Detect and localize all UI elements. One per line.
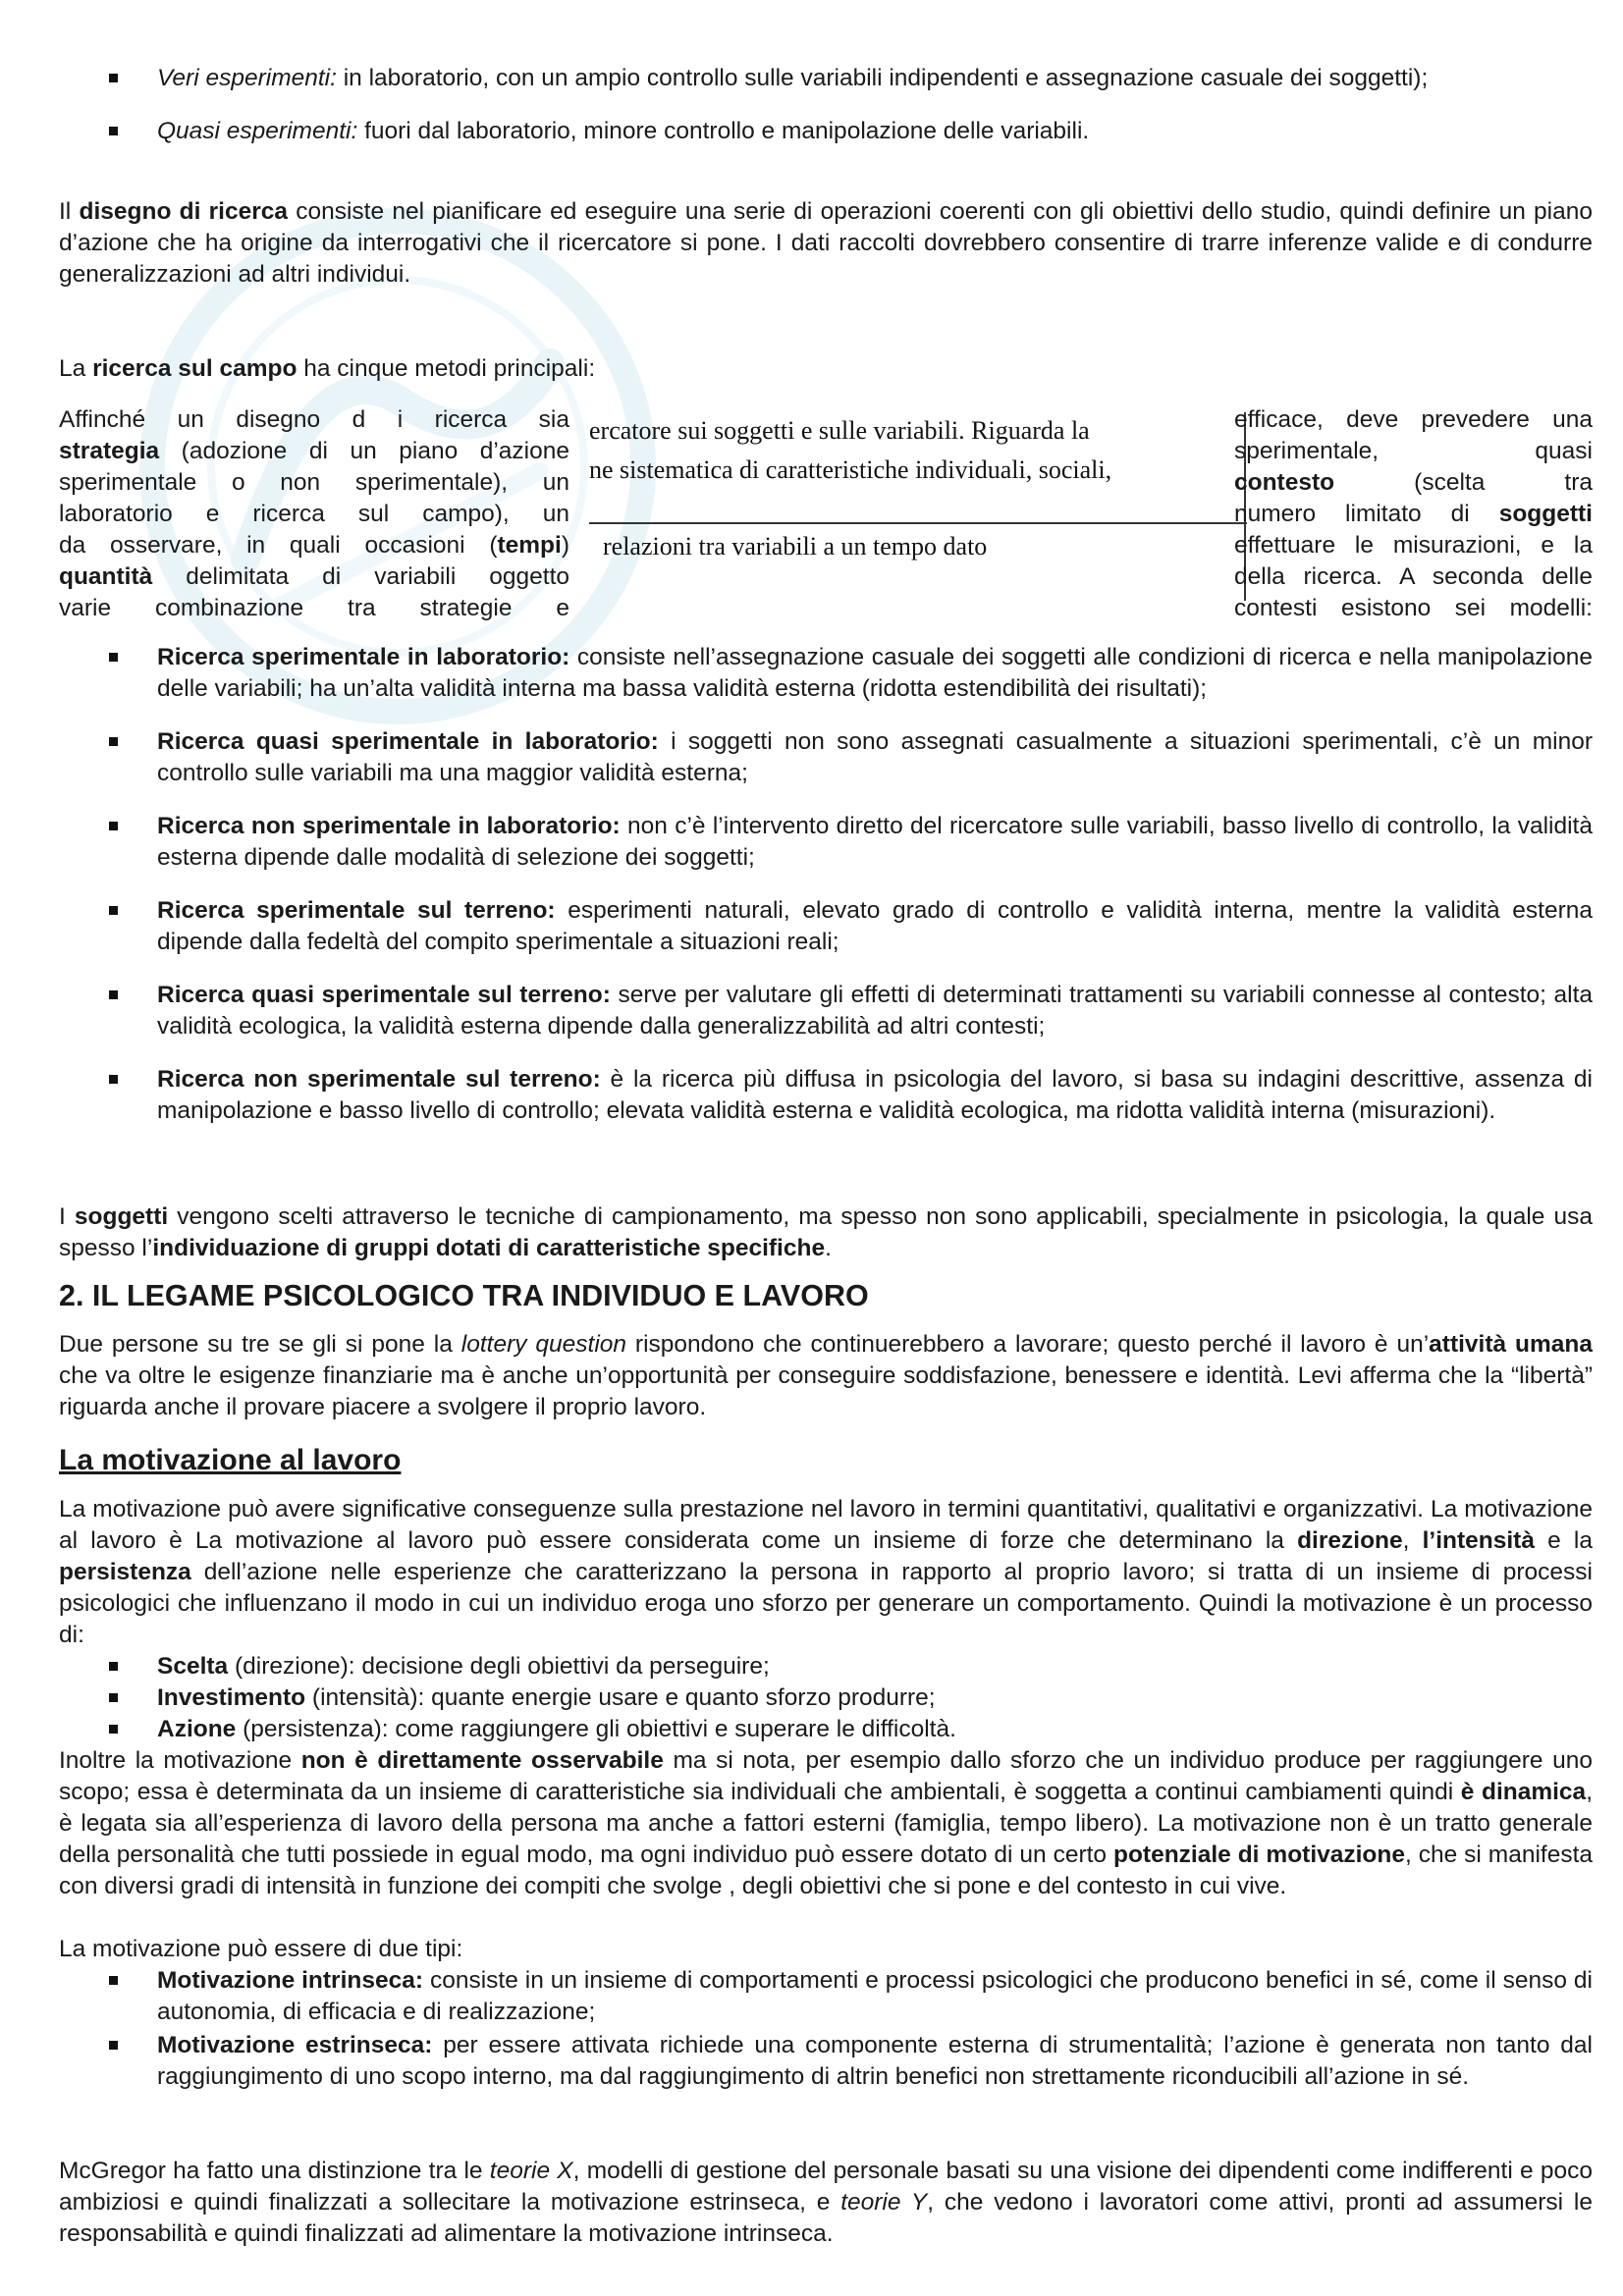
list-item: Quasi esperimenti: fuori dal laboratorio, minore controllo e manipolazione delle variabili. xyxy=(59,116,1593,147)
square-bullet-icon xyxy=(109,74,118,82)
list-item: Ricerca sperimentale sul terreno: esperimenti naturali, elevato grado di controllo e validità interna, mentre la validità esterna dipende dalla fedeltà del compito sperimentale a situazioni reali; xyxy=(59,895,1593,958)
list-item: Scelta (direzione): decisione degli obiettivi da perseguire; xyxy=(59,1651,1593,1682)
motivation-types-list xyxy=(59,1965,1593,2093)
list-item: Veri esperimenti: in laboratorio, con un ampio controllo sulle variabili indipendenti e assegnazione casuale dei soggetti); xyxy=(59,63,1593,94)
list-item: Motivazione estrinseca: per essere attivata richiede una componente esterna di strumentalità; l’azione è generata non tanto dal raggiungimento di uno scopo interno, ma dal raggiungimento di altrin benefici non strettamente riconducibili all’azione in sé. xyxy=(59,2030,1593,2093)
square-bullet-icon xyxy=(109,822,118,830)
square-bullet-icon xyxy=(109,737,118,746)
square-bullet-icon xyxy=(109,1693,118,1702)
list-item: Azione (persistenza): come raggiungere gli obiettivi e superare le difficoltà. xyxy=(59,1714,1593,1745)
paragraph-motivazione: La motivazione può avere significative conseguenze sulla prestazione nel lavoro in termini quantitativi, qualitativi e organizzativi. La motivazione al lavoro è La motivazione al lavoro può essere considerata come un insieme di forze che determinano la direzione, l’intensità e la persistenza dell’azione nelle esperienze che caratterizzano la persona in rapporto al proprio lavoro; si tratta di un insieme di processi psicologici che influenzano il modo in cui un individuo eroga uno sforzo per generare un comportamento. Quindi la motivazione è un processo di: xyxy=(59,1496,1593,1648)
list-item: Ricerca non sperimentale sul terreno: è la ricerca più diffusa in psicologia del lavoro, si basa su indagini descrittive, assenza di manipolazione e basso livello di controllo; elevata validità esterna e validità ecologica, ma ridotta validità interna (misurazioni). xyxy=(59,1064,1593,1127)
right-column-text: efficace, deve prevedere una sperimentale, quasi contesto (scelta tra numero limitato di soggetti effettuare le misurazioni, e la della ricerca. A seconda delle contesti esistono sei modelli: xyxy=(1234,406,1593,621)
paragraph-mcgregor: McGregor ha fatto una distinzione tra le teorie X, modelli di gestione del personale basati su una visione dei dipendenti come indifferenti e poco ambiziosi e quindi finalizzati a sollecitare la motivazione estrinseca, e teorie Y, che vedono i lavoratori come attivi, pronti ad assumersi le responsabilità e quindi finalizzati ad alimentare la motivazione intrinseca. xyxy=(59,2158,1593,2247)
paragraph-inoltre: Inoltre la motivazione non è direttamente osservabile ma si nota, per esempio dallo sforzo che un individuo produce per raggiungere uno scopo; essa è determinata da un insieme di caratteristiche sia individuali che ambientali, è soggetta a continui cambiamenti quindi è dinamica, è legata sia all’esperienza di lavoro della persona ma anche a fattori esterni (famiglia, tempo libero). La motivazione non è un tratto generale della personalità che tutti possiede in egual modo, ma ogni individuo può essere dotato di un certo potenziale di motivazione, che si manifesta con diversi gradi di intensità in funzione dei compiti che svolge , degli obiettivi che si pone e del contesto in cui vive. xyxy=(59,1747,1594,1899)
subsection-title: La motivazione al lavoro xyxy=(59,1444,402,1476)
research-models-list xyxy=(59,642,1593,1127)
list-item: Motivazione intrinseca: consiste in un insieme di comportamenti e processi psicologici che producono benefici in sé, come il senso di autonomia, di efficacia e di realizzazione; xyxy=(59,1965,1593,2028)
process-list xyxy=(59,1651,1593,1745)
paragraph-disegno: Il disegno di ricerca consiste nel pianificare ed eseguire una serie di operazioni coerenti con gli obiettivi dello studio, quindi definire un piano d’azione che ha origine da interrogativi che il ricercatore si pone. I dati raccolti dovrebbero consentire di trarre inferenze valide e di condurre generalizzazioni ad altri individui. xyxy=(59,198,1594,288)
square-bullet-icon xyxy=(109,1725,118,1734)
square-bullet-icon xyxy=(109,127,118,135)
figure-divider xyxy=(589,522,1247,524)
square-bullet-icon xyxy=(109,653,118,662)
left-column-text: Affinché un disegno d i ricerca sia strategia (adozione di un piano d’azione sperimentale o non sperimentale), un laboratorio e ricerca sul campo), un da osservare, in quali occasioni (tempi) quantità delimitata di variabili oggetto varie combinazione tra strategie e xyxy=(59,406,569,621)
paragraph-due-tipi: La motivazione può essere di due tipi: xyxy=(59,1936,463,1962)
list-item: Ricerca quasi sperimentale sul terreno: serve per valutare gli effetti di determinati trattamenti su variabili connesse al contesto; alta validità ecologica, la validità esterna dipende dalla generalizzabilità ad altri contesti; xyxy=(59,980,1593,1042)
square-bullet-icon xyxy=(109,1976,118,1985)
embedded-text-image: ercatore sui soggetti e sulle variabili. Riguarda la ne sistematica di caratteristiche individuali, sociali, relazioni tra variabili a un tempo dato xyxy=(589,412,1247,601)
list-item: Investimento (intensità): quante energie usare e quanto sforzo produrre; xyxy=(59,1682,1593,1714)
list-item: Ricerca sperimentale in laboratorio: consiste nell’assegnazione casuale dei soggetti alle condizioni di ricerca e nella manipolazione delle variabili; ha un’alta validità interna ma bassa validità esterna (ridotta estendibilità dei risultati); xyxy=(59,642,1593,705)
square-bullet-icon xyxy=(109,2041,118,2050)
experiment-types-list xyxy=(59,63,1593,147)
paragraph-lottery: Due persone su tre se gli si pone la lottery question rispondono che continuerebbero a lavorare; questo perché il lavoro è un’attività umana che va oltre le esigenze finanziarie ma è anche un’opportunità per conseguire soddisfazione, benessere e identità. Levi afferma che la “libertà” riguarda anche il provare piacere a svolgere il proprio lavoro. xyxy=(59,1331,1593,1420)
paragraph-soggetti: I soggetti vengono scelti attraverso le tecniche di campionamento, ma spesso non sono applicabili, specialmente in psicologia, la quale usa spesso l’individuazione di gruppi dotati di caratteristiche specifiche. xyxy=(59,1203,1593,1261)
square-bullet-icon xyxy=(109,990,118,999)
square-bullet-icon xyxy=(109,1662,118,1671)
section-title: 2. IL LEGAME PSICOLOGICO TRA INDIVIDUO E LAVORO xyxy=(59,1279,869,1312)
list-item: Ricerca non sperimentale in laboratorio: non c’è l’intervento diretto del ricercatore sulle variabili, basso livello di controllo, la validità esterna dipende dalle modalità di selezione dei soggetti; xyxy=(59,811,1593,874)
square-bullet-icon xyxy=(109,906,118,915)
paragraph-campo: La ricerca sul campo ha cinque metodi principali: xyxy=(59,355,596,382)
list-item: Ricerca quasi sperimentale in laboratorio: i soggetti non sono assegnati casualmente a situazioni sperimentali, c’è un minor controllo sulle variabili ma una maggior validità esterna; xyxy=(59,726,1593,789)
square-bullet-icon xyxy=(109,1075,118,1084)
